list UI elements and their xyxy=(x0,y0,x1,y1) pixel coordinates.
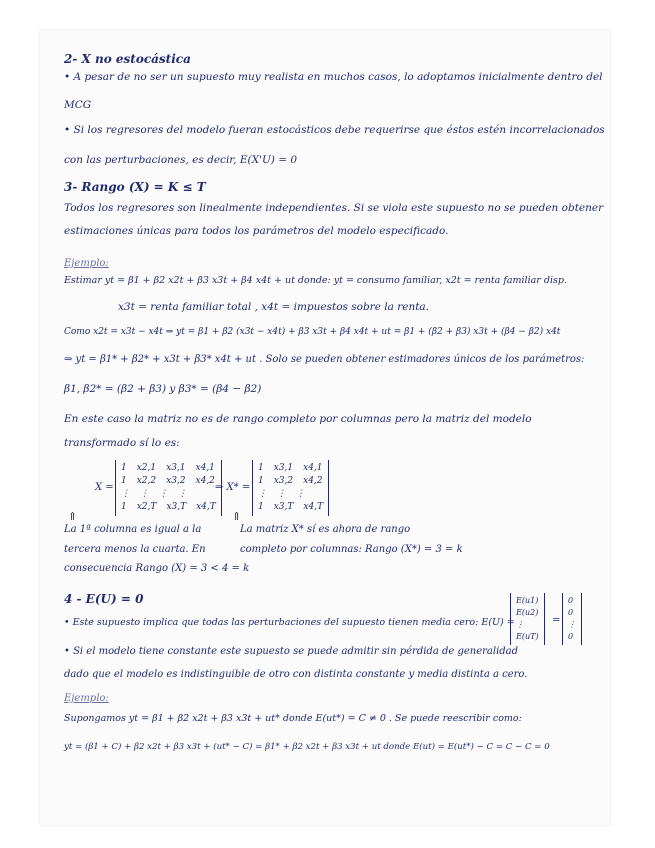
text-line: Como x2t = x3t − x4t ⇒ yt = β1 + β2 (x3t − x4t) + β3 x3t + β4 x4t + ut = β1 + (β2 + β3) x3t + (β4 − β2) x4t xyxy=(64,327,561,337)
text-line: yt = (β1 + C) + β2 x2t + β3 x3t + (ut* − C) = β1* + β2 x2t + β3 x3t + ut donde E(ut) = E(ut*) − C = C − C = 0 xyxy=(64,742,550,752)
text-line: x3t = renta familiar total , x4t = impuestos sobre la renta. xyxy=(118,301,430,313)
matrix-row: 1 x3,1 x4,1 xyxy=(258,463,323,473)
matrix-row: 1 x3,2 x4,2 xyxy=(258,476,323,486)
text-line: • Este supuesto implica que todas las perturbaciones del supuesto tienen media cero: E(U) = xyxy=(64,617,515,628)
text-line: dado que el modelo es indistinguible de otro con distinta constante y media distinta a cero. xyxy=(64,669,528,680)
matrix-row: 1 x3,T x4,T xyxy=(258,502,324,512)
arrow-up-icon: ⇑ xyxy=(232,510,242,523)
text-line: estimaciones únicas para todos los parámetros del modelo especificado. xyxy=(64,225,449,237)
vector-zero: 0 0 ⋮ 0 xyxy=(562,593,582,645)
text-line: transformado sí lo es: xyxy=(64,437,180,449)
note-line: tercera menos la cuarta. En xyxy=(64,544,206,555)
heading-eu: 4 - E(U) = 0 xyxy=(64,592,144,606)
vector-expected-u: E(u1) E(u2) ⋮ E(uT) xyxy=(510,593,545,645)
text-line: MCG xyxy=(64,99,92,111)
text-line: • Si el modelo tiene constante este supuesto se puede admitir sin pérdida de generalidad xyxy=(64,646,519,657)
text-line: ⇒ yt = β1* + β2* + x3t + β3* x4t + ut . Solo se pueden obtener estimadores únicos de los parámetros: xyxy=(64,354,585,365)
text-line: Todos los regresores son linealmente independientes. Si se viola este supuesto no se pueden obtener xyxy=(64,202,604,214)
text-line: • Si los regresores del modelo fueran estocásticos debe requerirse que éstos estén incorrelacionados xyxy=(64,124,605,136)
matrix-row: ⋮ ⋮ ⋮ xyxy=(258,489,305,499)
matrix-row: 1 x2,2 x3,2 x4,2 xyxy=(121,476,215,486)
matrix-x xyxy=(115,460,222,516)
matrix-row: ⋮ ⋮ ⋮ ⋮ xyxy=(121,489,187,499)
matrix-row: 1 x2,T x3,T x4,T xyxy=(121,502,216,512)
equals-sign: = xyxy=(552,615,561,626)
note-line: consecuencia Rango (X) = 3 < 4 = k xyxy=(64,563,250,574)
note-line: La 1ª columna es igual a la xyxy=(64,524,202,535)
text-line: • A pesar de no ser un supuesto muy realista en muchos casos, lo adoptamos inicialmente dentro del xyxy=(64,71,603,83)
text-line: β1, β2* = (β2 + β3) y β3* = (β4 − β2) xyxy=(64,383,262,395)
matrix-x-label: X = xyxy=(95,482,114,493)
example-label: Ejemplo: xyxy=(64,258,109,269)
note-line: completo por columnas: Rango (X*) = 3 = k xyxy=(240,544,463,555)
text-line: Supongamos yt = β1 + β2 x2t + β3 x3t + ut* donde E(ut*) = C ≠ 0 . Se puede reescribir como: xyxy=(64,713,522,724)
matrix-row: 1 x2,1 x3,1 x4,1 xyxy=(121,463,215,473)
note-line: La matriz X* sí es ahora de rango xyxy=(240,524,411,535)
matrix-xs-label: ⇒ X* = xyxy=(215,482,251,493)
arrow-up-icon: ⇑ xyxy=(68,510,78,523)
notebook-page xyxy=(40,30,610,825)
example-label: Ejemplo: xyxy=(64,693,109,704)
text-line: con las perturbaciones, es decir, E(X'U) = 0 xyxy=(64,154,298,166)
text-line: Estimar yt = β1 + β2 x2t + β3 x3t + β4 x4t + ut donde: yt = consumo familiar, x2t = renta familiar disp. xyxy=(64,275,567,286)
matrix-x-star xyxy=(252,460,329,516)
heading-x-no-estocastica: 2- X no estocástica xyxy=(64,52,191,66)
text-line: En este caso la matriz no es de rango completo por columnas pero la matriz del modelo xyxy=(64,413,532,425)
heading-rango: 3- Rango (X) = K ≤ T xyxy=(64,180,206,194)
